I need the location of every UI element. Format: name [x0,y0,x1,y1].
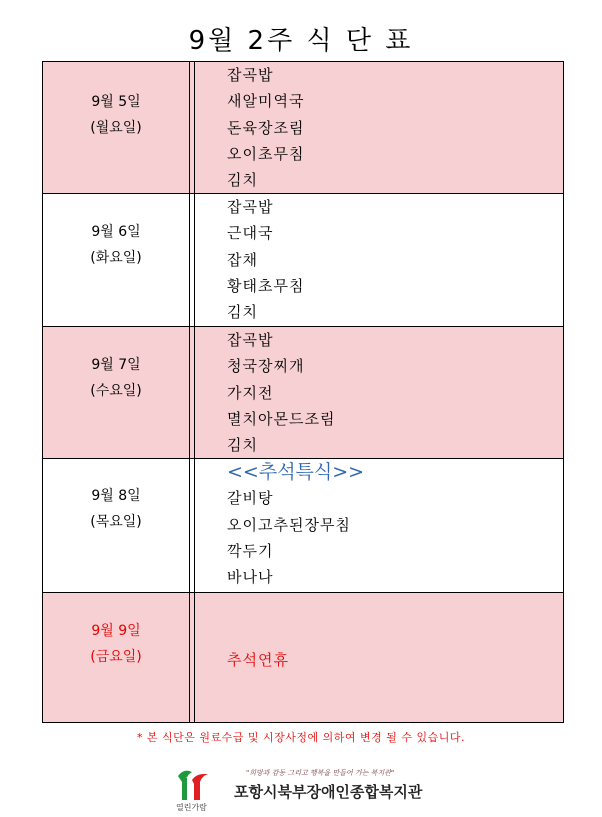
menu-list [227,194,304,325]
menu-item: 김치 [227,436,258,455]
menu-item: 김치 [227,171,258,190]
menu-item: 가지전 [227,383,274,402]
menu-item: 잡곡밥 [227,66,274,84]
date-cell [43,483,189,535]
menu-item: 새알미역국 [227,92,305,111]
menu-item: 근대국 [227,224,274,243]
notice-text: * 본 식단은 원료수급 및 시장사정에 의하여 변경 될 수 있습니다. [136,731,466,744]
weekday-label: (화요일) [90,250,142,266]
date-label: 9월 6일 [91,224,141,240]
menu-item: 잡곡밥 [227,331,274,349]
menu-item: 황태초무침 [227,276,305,295]
date-label: 9월 7일 [91,357,141,373]
day-row-thursday [43,459,563,593]
column-divider [189,62,190,722]
date-label: 9월 5일 [91,94,141,110]
special-meal-label: <<추석특식>> [227,461,365,483]
weekday-label: (금요일) [90,649,142,665]
organization-name: 포항시북부장애인종합복지관 [234,783,423,801]
menu-item: 바나나 [227,568,274,587]
menu-item: 깍두기 [227,541,274,560]
menu-item: 오이고추된장무침 [227,515,351,534]
menu-item: 갈비탕 [227,489,274,508]
logo-caption: 열린가람 [176,803,207,812]
date-cell [43,352,189,404]
menu-list [227,327,335,458]
day-row-tuesday [43,194,563,327]
date-cell [43,89,189,141]
date-cell [43,219,189,271]
weekday-label: (월요일) [90,120,142,136]
menu-item: 돈육장조림 [227,118,305,137]
date-cell [43,618,189,670]
menu-item: 잡곡밥 [227,198,274,216]
menu-list [227,647,289,673]
day-row-monday [43,62,563,194]
column-divider [194,62,195,722]
menu-item: 김치 [227,303,258,322]
date-label: 9월 9일 [91,623,141,639]
menu-item: 청국장찌개 [227,357,305,376]
day-row-wednesday [43,327,563,459]
menu-item: 멸치아몬드조림 [227,409,336,428]
menu-list [227,62,304,193]
day-row-friday [43,593,563,722]
page-title: 9월 2주 식 단 표 [188,26,414,56]
menu-item: 잡채 [227,250,258,269]
weekday-label: (목요일) [90,514,142,530]
weekday-label: (수요일) [90,383,142,399]
holiday-label: 추석연휴 [227,651,289,669]
meal-table [42,61,564,723]
menu-list [227,459,364,590]
date-label: 9월 8일 [91,488,141,504]
slogan-text: "희망과 감동 그리고 행복을 만들어 가는 복지관" [246,769,395,777]
menu-item: 오이초무침 [227,144,305,163]
